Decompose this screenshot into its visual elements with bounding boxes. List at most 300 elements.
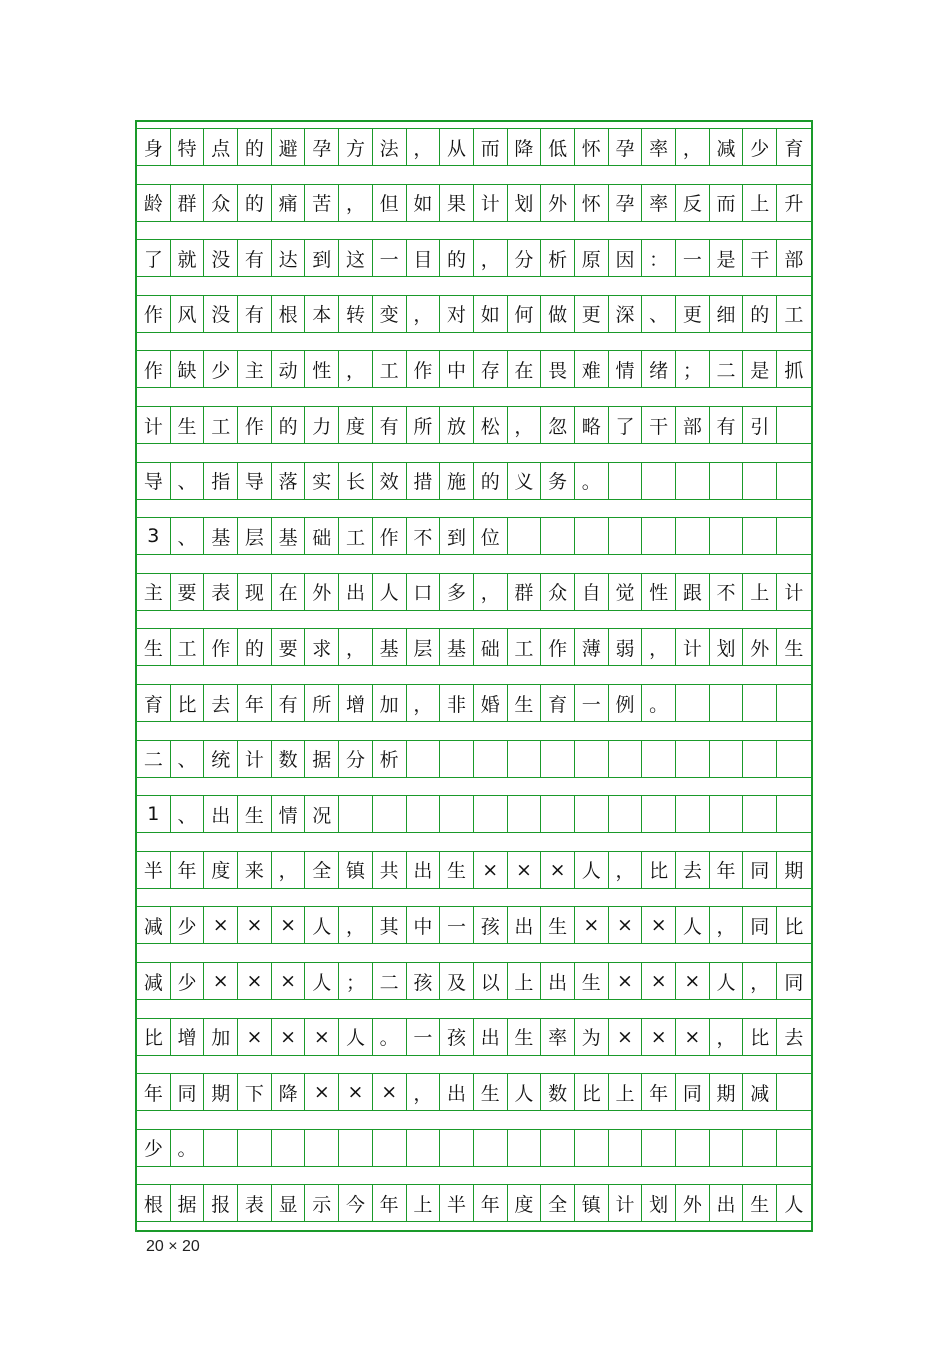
grid-cell: 特	[171, 128, 205, 166]
grid-cell: 方	[339, 128, 373, 166]
grid-cell: 同	[171, 1073, 205, 1111]
grid-cell: 引	[743, 406, 777, 444]
grid-cell: 降	[272, 1073, 306, 1111]
grid-cell: 性	[642, 573, 676, 611]
grid-cell	[676, 517, 710, 555]
grid-cell	[609, 462, 643, 500]
grid-cell: 同	[777, 962, 811, 1000]
grid-cell: ：	[642, 239, 676, 277]
grid-cell: 升	[777, 184, 811, 222]
grid-row	[137, 628, 811, 666]
grid-cell: 是	[710, 239, 744, 277]
grid-cell: 表	[238, 1184, 272, 1222]
grid-cell: ，	[272, 851, 306, 889]
grid-cell: 众	[541, 573, 575, 611]
grid-cell	[508, 1129, 542, 1167]
grid-cell: ，	[407, 295, 441, 333]
grid-cell: 做	[541, 295, 575, 333]
grid-cell: 主	[238, 350, 272, 388]
grid-cell: 这	[339, 239, 373, 277]
grid-cell: ，	[642, 628, 676, 666]
grid-cell: 年	[642, 1073, 676, 1111]
grid-cell: ×	[609, 906, 643, 944]
grid-cell: 年	[171, 851, 205, 889]
grid-cell: 导	[137, 462, 171, 500]
grid-cell: 1	[137, 795, 171, 833]
grid-cell: 部	[777, 239, 811, 277]
grid-cell: 深	[609, 295, 643, 333]
grid-cell: 镇	[575, 1184, 609, 1222]
grid-cell: ×	[642, 906, 676, 944]
grid-cell	[710, 795, 744, 833]
grid-cell: 生	[137, 628, 171, 666]
grid-cell	[777, 740, 811, 778]
grid-cell: 生	[777, 628, 811, 666]
grid-cell: ×	[305, 1073, 339, 1111]
grid-cell: 没	[204, 295, 238, 333]
grid-cell: ×	[609, 1018, 643, 1056]
grid-cell: 基	[272, 517, 306, 555]
grid-cell: 础	[305, 517, 339, 555]
grid-cell	[238, 1129, 272, 1167]
grid-cell: 二	[137, 740, 171, 778]
grid-cell: 、	[171, 795, 205, 833]
grid-cell: ；	[339, 962, 373, 1000]
grid-row	[137, 462, 811, 500]
grid-cell: 怀	[575, 128, 609, 166]
grid-cell: 比	[642, 851, 676, 889]
grid-cell	[474, 1129, 508, 1167]
grid-cell: 有	[373, 406, 407, 444]
grid-cell: 同	[743, 906, 777, 944]
grid-cell: 、	[171, 462, 205, 500]
grid-cell: ×	[676, 1018, 710, 1056]
grid-cell: 在	[508, 350, 542, 388]
grid-cell: 细	[710, 295, 744, 333]
grid-cell: 孕	[609, 184, 643, 222]
grid-row	[137, 295, 811, 333]
grid-row	[137, 962, 811, 1000]
grid-cell: 育	[777, 128, 811, 166]
grid-cell: 根	[272, 295, 306, 333]
grid-cell: ，	[474, 239, 508, 277]
grid-cell: 少	[743, 128, 777, 166]
grid-cell: 薄	[575, 628, 609, 666]
grid-cell: 一	[407, 1018, 441, 1056]
grid-cell: 上	[743, 184, 777, 222]
grid-cell: 期	[710, 1073, 744, 1111]
grid-cell	[575, 740, 609, 778]
grid-cell: 其	[373, 906, 407, 944]
grid-cell: 析	[373, 740, 407, 778]
grid-cell: 出	[508, 906, 542, 944]
grid-cell: ×	[204, 962, 238, 1000]
grid-cell: 工	[508, 628, 542, 666]
grid-cell: 育	[541, 684, 575, 722]
grid-cell: 措	[407, 462, 441, 500]
grid-cell: 不	[407, 517, 441, 555]
grid-cell: 如	[474, 295, 508, 333]
grid-cell: 畏	[541, 350, 575, 388]
grid-cell: 减	[137, 906, 171, 944]
grid-cell: 计	[137, 406, 171, 444]
grid-cell: 分	[339, 740, 373, 778]
grid-cell: 年	[137, 1073, 171, 1111]
grid-cell: 忽	[541, 406, 575, 444]
grid-cell: 中	[407, 906, 441, 944]
grid-cell: 点	[204, 128, 238, 166]
grid-cell: 率	[541, 1018, 575, 1056]
grid-cell: 、	[642, 295, 676, 333]
grid-cell: 上	[743, 573, 777, 611]
grid-cell: 生	[171, 406, 205, 444]
grid-row	[137, 851, 811, 889]
grid-cell: 出	[474, 1018, 508, 1056]
grid-cell: 上	[609, 1073, 643, 1111]
grid-cell: 二	[710, 350, 744, 388]
grid-cell	[373, 1129, 407, 1167]
grid-cell: 绪	[642, 350, 676, 388]
grid-cell: 落	[272, 462, 306, 500]
grid-cell: 的	[440, 239, 474, 277]
grid-cell: 不	[710, 573, 744, 611]
grid-cell: 数	[541, 1073, 575, 1111]
grid-cell: 有	[710, 406, 744, 444]
grid-cell: 存	[474, 350, 508, 388]
grid-cell: 因	[609, 239, 643, 277]
grid-cell	[541, 795, 575, 833]
grid-cell: 一	[676, 239, 710, 277]
grid-cell: 。	[575, 462, 609, 500]
grid-row	[137, 239, 811, 277]
grid-row	[137, 795, 811, 833]
grid-row	[137, 128, 811, 166]
grid-cell: 人	[508, 1073, 542, 1111]
grid-row	[137, 1129, 811, 1167]
grid-cell: 低	[541, 128, 575, 166]
grid-cell: 在	[272, 573, 306, 611]
grid-cell: ×	[609, 962, 643, 1000]
grid-cell: 放	[440, 406, 474, 444]
grid-cell: 如	[407, 184, 441, 222]
grid-cell: 比	[743, 1018, 777, 1056]
grid-cell: ×	[508, 851, 542, 889]
grid-cell: 半	[440, 1184, 474, 1222]
grid-cell	[710, 517, 744, 555]
grid-cell: 生	[575, 962, 609, 1000]
grid-cell	[575, 1129, 609, 1167]
grid-cell: 的	[238, 628, 272, 666]
grid-cell: 根	[137, 1184, 171, 1222]
grid-cell: 反	[676, 184, 710, 222]
grid-cell: 计	[609, 1184, 643, 1222]
grid-cell: 孩	[474, 906, 508, 944]
grid-cell: 要	[171, 573, 205, 611]
grid-cell: 共	[373, 851, 407, 889]
grid-cell	[743, 462, 777, 500]
grid-cell	[541, 517, 575, 555]
grid-cell	[743, 1129, 777, 1167]
grid-cell: 划	[642, 1184, 676, 1222]
grid-row	[137, 684, 811, 722]
grid-cell	[204, 1129, 238, 1167]
grid-cell: 孕	[305, 128, 339, 166]
grid-cell: 下	[238, 1073, 272, 1111]
grid-row	[137, 406, 811, 444]
grid-cell: ×	[575, 906, 609, 944]
grid-cell: 少	[204, 350, 238, 388]
grid-cell: 去	[204, 684, 238, 722]
grid-cell	[777, 684, 811, 722]
grid-cell: ×	[642, 1018, 676, 1056]
grid-cell	[710, 684, 744, 722]
grid-cell: 生	[541, 906, 575, 944]
grid-cell: 半	[137, 851, 171, 889]
grid-cell: 情	[272, 795, 306, 833]
grid-cell: 位	[474, 517, 508, 555]
grid-cell: 生	[474, 1073, 508, 1111]
grid-cell: 出	[407, 851, 441, 889]
grid-cell	[339, 1129, 373, 1167]
grid-cell: 难	[575, 350, 609, 388]
grid-cell: 从	[440, 128, 474, 166]
grid-cell: 干	[642, 406, 676, 444]
grid-cell: 作	[541, 628, 575, 666]
grid-cell: 一	[575, 684, 609, 722]
grid-cell	[440, 795, 474, 833]
grid-cell: 外	[676, 1184, 710, 1222]
grid-cell: 减	[743, 1073, 777, 1111]
grid-cell: 求	[305, 628, 339, 666]
grid-cell: 略	[575, 406, 609, 444]
grid-cell: 怀	[575, 184, 609, 222]
grid-cell: 目	[407, 239, 441, 277]
grid-cell: 孕	[609, 128, 643, 166]
grid-cell: 力	[305, 406, 339, 444]
grid-row	[137, 906, 811, 944]
grid-cell: 缺	[171, 350, 205, 388]
grid-cell: 及	[440, 962, 474, 1000]
grid-cell: 计	[238, 740, 272, 778]
grid-cell: 的	[743, 295, 777, 333]
grid-cell	[676, 795, 710, 833]
grid-cell: 期	[777, 851, 811, 889]
grid-cell: 情	[609, 350, 643, 388]
grid-cell	[609, 517, 643, 555]
grid-cell: 就	[171, 239, 205, 277]
grid-cell: 的	[272, 406, 306, 444]
grid-cell: 到	[305, 239, 339, 277]
grid-cell: 有	[272, 684, 306, 722]
grid-cell: 同	[743, 851, 777, 889]
grid-cell: ，	[339, 906, 373, 944]
grid-cell	[777, 462, 811, 500]
grid-cell: 更	[676, 295, 710, 333]
grid-cell	[474, 740, 508, 778]
grid-cell: 出	[204, 795, 238, 833]
grid-cell: 痛	[272, 184, 306, 222]
grid-cell: 有	[238, 295, 272, 333]
grid-cell: 法	[373, 128, 407, 166]
grid-cell: 转	[339, 295, 373, 333]
grid-cell: 群	[508, 573, 542, 611]
grid-row	[137, 517, 811, 555]
grid-cell: 苦	[305, 184, 339, 222]
grid-cell: 了	[609, 406, 643, 444]
grid-cell: 出	[710, 1184, 744, 1222]
grid-cell: ，	[508, 406, 542, 444]
grid-cell: 比	[137, 1018, 171, 1056]
grid-cell	[508, 795, 542, 833]
grid-cell: 非	[440, 684, 474, 722]
grid-cell: 础	[474, 628, 508, 666]
grid-cell: 减	[710, 128, 744, 166]
grid-cell: 去	[777, 1018, 811, 1056]
grid-cell: 统	[204, 740, 238, 778]
grid-cell: ×	[373, 1073, 407, 1111]
grid-cell	[777, 795, 811, 833]
grid-cell: 主	[137, 573, 171, 611]
grid-cell: 但	[373, 184, 407, 222]
grid-cell: ×	[238, 906, 272, 944]
grid-cell: ×	[339, 1073, 373, 1111]
grid-cell: 度	[339, 406, 373, 444]
grid-cell: 上	[407, 1184, 441, 1222]
grid-cell: 龄	[137, 184, 171, 222]
grid-cell	[743, 684, 777, 722]
grid-cell	[508, 517, 542, 555]
grid-cell: 年	[373, 1184, 407, 1222]
grid-cell: 工	[339, 517, 373, 555]
grid-cell	[407, 740, 441, 778]
grid-cell: 出	[339, 573, 373, 611]
grid-cell: 松	[474, 406, 508, 444]
grid-cell: 例	[609, 684, 643, 722]
grid-cell: ×	[272, 962, 306, 1000]
grid-cell: 增	[339, 684, 373, 722]
grid-cell: ×	[272, 1018, 306, 1056]
grid-cell: 层	[238, 517, 272, 555]
grid-cell: 析	[541, 239, 575, 277]
grid-cell: 生	[508, 1018, 542, 1056]
grid-cell: 工	[777, 295, 811, 333]
grid-cell: 更	[575, 295, 609, 333]
grid-cell: 。	[642, 684, 676, 722]
grid-cell: 率	[642, 184, 676, 222]
grid-cell	[642, 795, 676, 833]
grid-cell: 作	[238, 406, 272, 444]
grid-cell: 度	[508, 1184, 542, 1222]
grid-cell: 所	[305, 684, 339, 722]
grid-cell: 基	[440, 628, 474, 666]
grid-row	[137, 1184, 811, 1222]
grid-cell: 风	[171, 295, 205, 333]
grid-cell: 干	[743, 239, 777, 277]
grid-cell: 加	[204, 1018, 238, 1056]
grid-cell: 降	[508, 128, 542, 166]
grid-cell	[609, 795, 643, 833]
grid-cell: 划	[710, 628, 744, 666]
grid-cell: 效	[373, 462, 407, 500]
grid-cell	[642, 740, 676, 778]
grid-cell: 的	[238, 184, 272, 222]
grid-cell: ×	[676, 962, 710, 1000]
grid-cell	[777, 406, 811, 444]
grid-cell: 比	[575, 1073, 609, 1111]
grid-cell: 生	[238, 795, 272, 833]
grid-cell: 比	[777, 906, 811, 944]
grid-row	[137, 740, 811, 778]
grid-cell	[575, 795, 609, 833]
grid-cell: 况	[305, 795, 339, 833]
grid-cell: 一	[373, 239, 407, 277]
grid-cell	[474, 795, 508, 833]
grid-cell: ×	[305, 1018, 339, 1056]
grid-cell: 少	[137, 1129, 171, 1167]
grid-cell: ，	[710, 1018, 744, 1056]
grid-cell: 避	[272, 128, 306, 166]
grid-cell	[710, 462, 744, 500]
grid-cell	[777, 517, 811, 555]
grid-cell	[676, 462, 710, 500]
grid-cell	[710, 740, 744, 778]
grid-cell: 人	[305, 962, 339, 1000]
grid-cell: ，	[743, 962, 777, 1000]
grid-cell: 抓	[777, 350, 811, 388]
grid-cell	[743, 517, 777, 555]
grid-cell: 。	[373, 1018, 407, 1056]
grid-cell: 全	[305, 851, 339, 889]
grid-cell: 、	[171, 517, 205, 555]
grid-cell: 生	[440, 851, 474, 889]
grid-cell: 达	[272, 239, 306, 277]
grid-cell	[642, 462, 676, 500]
grid-cell: 人	[339, 1018, 373, 1056]
grid-cell: 群	[171, 184, 205, 222]
grid-cell: 少	[171, 962, 205, 1000]
grid-cell: 人	[676, 906, 710, 944]
grid-cell: ，	[407, 684, 441, 722]
grid-cell: 示	[305, 1184, 339, 1222]
grid-cell: 作	[204, 628, 238, 666]
grid-cell: 度	[204, 851, 238, 889]
grid-cell: ×	[541, 851, 575, 889]
grid-cell: 变	[373, 295, 407, 333]
grid-cell: 年	[238, 684, 272, 722]
grid-cell: 上	[508, 962, 542, 1000]
grid-cell: 据	[305, 740, 339, 778]
grid-cell: 全	[541, 1184, 575, 1222]
grid-row	[137, 1073, 811, 1111]
grid-cell: 本	[305, 295, 339, 333]
grid-cell: 表	[204, 573, 238, 611]
grid-cell: 的	[238, 128, 272, 166]
grid-cell: 基	[373, 628, 407, 666]
grid-cell	[407, 1129, 441, 1167]
grid-cell	[305, 1129, 339, 1167]
grid-cell: ，	[339, 350, 373, 388]
grid-cell	[642, 1129, 676, 1167]
grid-cell: 口	[407, 573, 441, 611]
grid-cell: ，	[407, 128, 441, 166]
grid-cell: 报	[204, 1184, 238, 1222]
grid-cell: ×	[474, 851, 508, 889]
grid-cell: 镇	[339, 851, 373, 889]
grid-cell: 出	[440, 1073, 474, 1111]
grid-cell: 计	[676, 628, 710, 666]
grid-cell	[407, 795, 441, 833]
grid-cell: ×	[238, 1018, 272, 1056]
